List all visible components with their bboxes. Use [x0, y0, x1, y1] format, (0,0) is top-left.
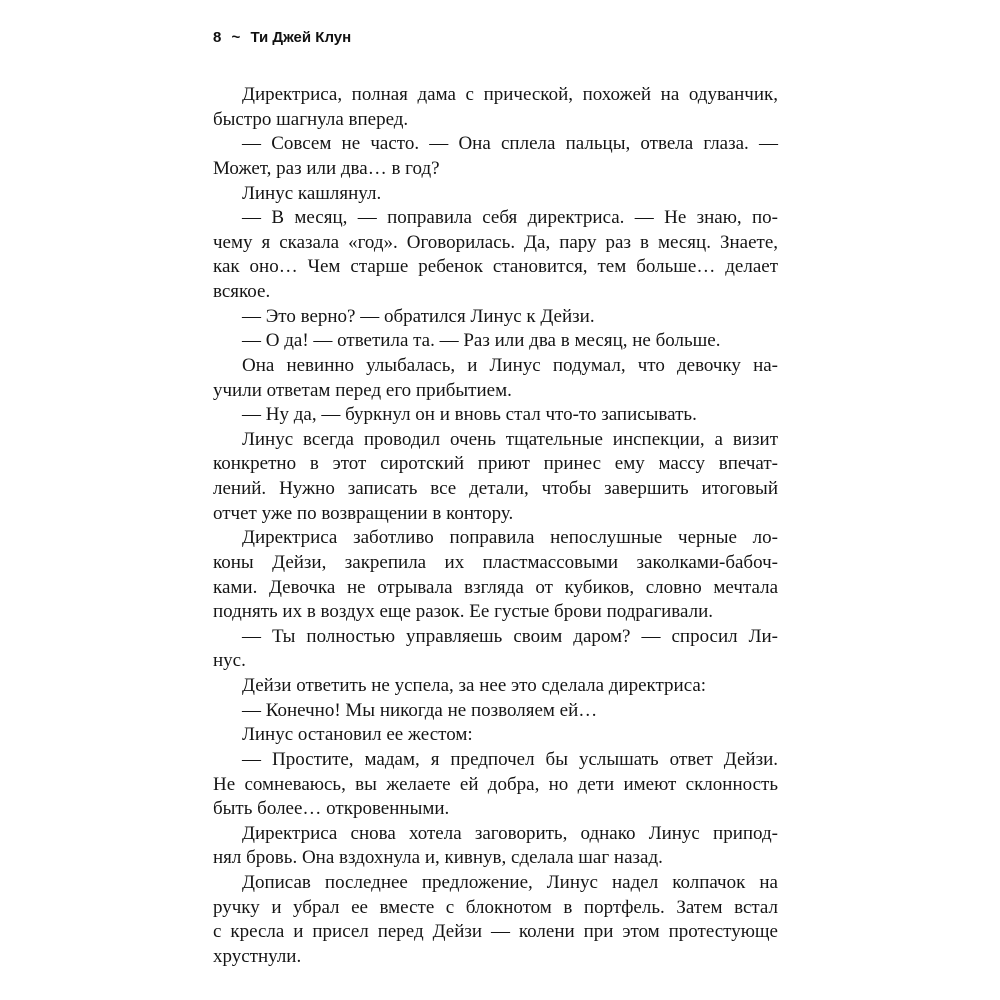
paragraph	[213, 526, 778, 625]
text-line: Не сомневаюсь, вы желаете ей добра, но дети имеют склонность	[213, 773, 778, 795]
paragraph	[213, 329, 778, 354]
body-text	[213, 83, 778, 970]
text-line: — О да! — ответила та. — Раз или два в месяц, не больше.	[242, 330, 721, 352]
paragraph	[213, 625, 778, 674]
text-line: нял бровь. Она вздохнула и, кивнув, сделала шаг назад.	[213, 847, 663, 869]
text-line: — Конечно! Мы никогда не позволяем ей…	[242, 699, 598, 721]
header-separator: ~	[231, 29, 241, 46]
text-line: ручку и убрал ее вместе с блокнотом в портфель. Затем встал	[213, 896, 778, 918]
page-number: 8	[213, 29, 222, 46]
text-line: Дописав последнее предложение, Линус надел колпачок на	[242, 872, 778, 893]
text-line: коны Дейзи, закрепила их пластмассовыми заколками-бабоч-	[213, 551, 778, 573]
paragraph	[213, 403, 778, 428]
text-line: — Простите, мадам, я предпочел бы услышать ответ Дейзи.	[242, 748, 778, 770]
paragraph	[213, 182, 778, 207]
paragraph	[213, 305, 778, 330]
text-line: — Совсем не часто. — Она сплела пальцы, отвела глаза. —	[242, 133, 778, 155]
author-name: Ти Джей Клун	[250, 29, 352, 46]
paragraph	[213, 132, 778, 181]
running-head	[213, 28, 351, 48]
paragraph	[213, 822, 778, 871]
paragraph	[213, 428, 778, 527]
paragraph	[213, 206, 778, 305]
text-line: Линус кашлянул.	[242, 182, 382, 204]
paragraph	[213, 699, 778, 724]
text-line: Директриса снова хотела заговорить, однако Линус припод-	[242, 822, 778, 844]
text-line: поднять их в воздух еще разок. Ее густые брови подрагивали.	[213, 601, 714, 623]
text-line: Директриса заботливо поправила непослушные черные ло-	[242, 527, 778, 549]
text-line: ками. Девочка не отрывала взгляда от кубиков, словно мечтала	[213, 576, 778, 598]
paragraph	[213, 723, 778, 748]
text-line: с кресла и присел перед Дейзи — колени при этом протестующе	[213, 921, 778, 943]
paragraph	[213, 83, 778, 132]
text-line: хрустнули.	[213, 945, 302, 967]
text-line: быть более… откровенными.	[213, 798, 450, 820]
text-line: чему я сказала «год». Оговорилась. Да, пару раз в месяц. Знаете,	[213, 231, 778, 253]
text-line: — Ты полностью управляешь своим даром? — спросил Ли-	[242, 625, 778, 647]
text-line: — Это верно? — обратился Линус к Дейзи.	[242, 305, 595, 327]
text-line: Линус остановил ее жестом:	[242, 724, 473, 746]
paragraph	[213, 674, 778, 699]
paragraph	[213, 748, 778, 822]
text-line: быстро шагнула вперед.	[213, 108, 409, 130]
text-line: конкретно в этот сиротский приют принес ему массу впечат-	[213, 453, 778, 475]
paragraph	[213, 354, 778, 403]
text-line: Она невинно улыбалась, и Линус подумал, что девочку на-	[242, 354, 778, 376]
text-line: — В месяц, — поправила себя директриса. — Не знаю, по-	[242, 207, 778, 229]
text-line: учили ответам перед его прибытием.	[213, 379, 512, 401]
text-line: — Ну да, — буркнул он и вновь стал что-то записывать.	[242, 404, 697, 426]
paragraph	[213, 871, 778, 970]
text-line: Дейзи ответить не успела, за нее это сделала директриса:	[242, 675, 707, 696]
text-line: отчет уже по возвращении в контору.	[213, 502, 514, 524]
text-line: Директриса, полная дама с прической, похожей на одуванчик,	[242, 84, 778, 105]
text-line: всякое.	[213, 281, 271, 302]
text-line: Линус всегда проводил очень тщательные инспекции, а визит	[242, 428, 778, 450]
text-line: как оно… Чем старше ребенок становится, тем больше… делает	[213, 256, 778, 278]
text-line: нус.	[213, 650, 246, 672]
text-line: лений. Нужно записать все детали, чтобы завершить итоговый	[213, 478, 778, 499]
text-line: Может, раз или два… в год?	[213, 157, 440, 179]
